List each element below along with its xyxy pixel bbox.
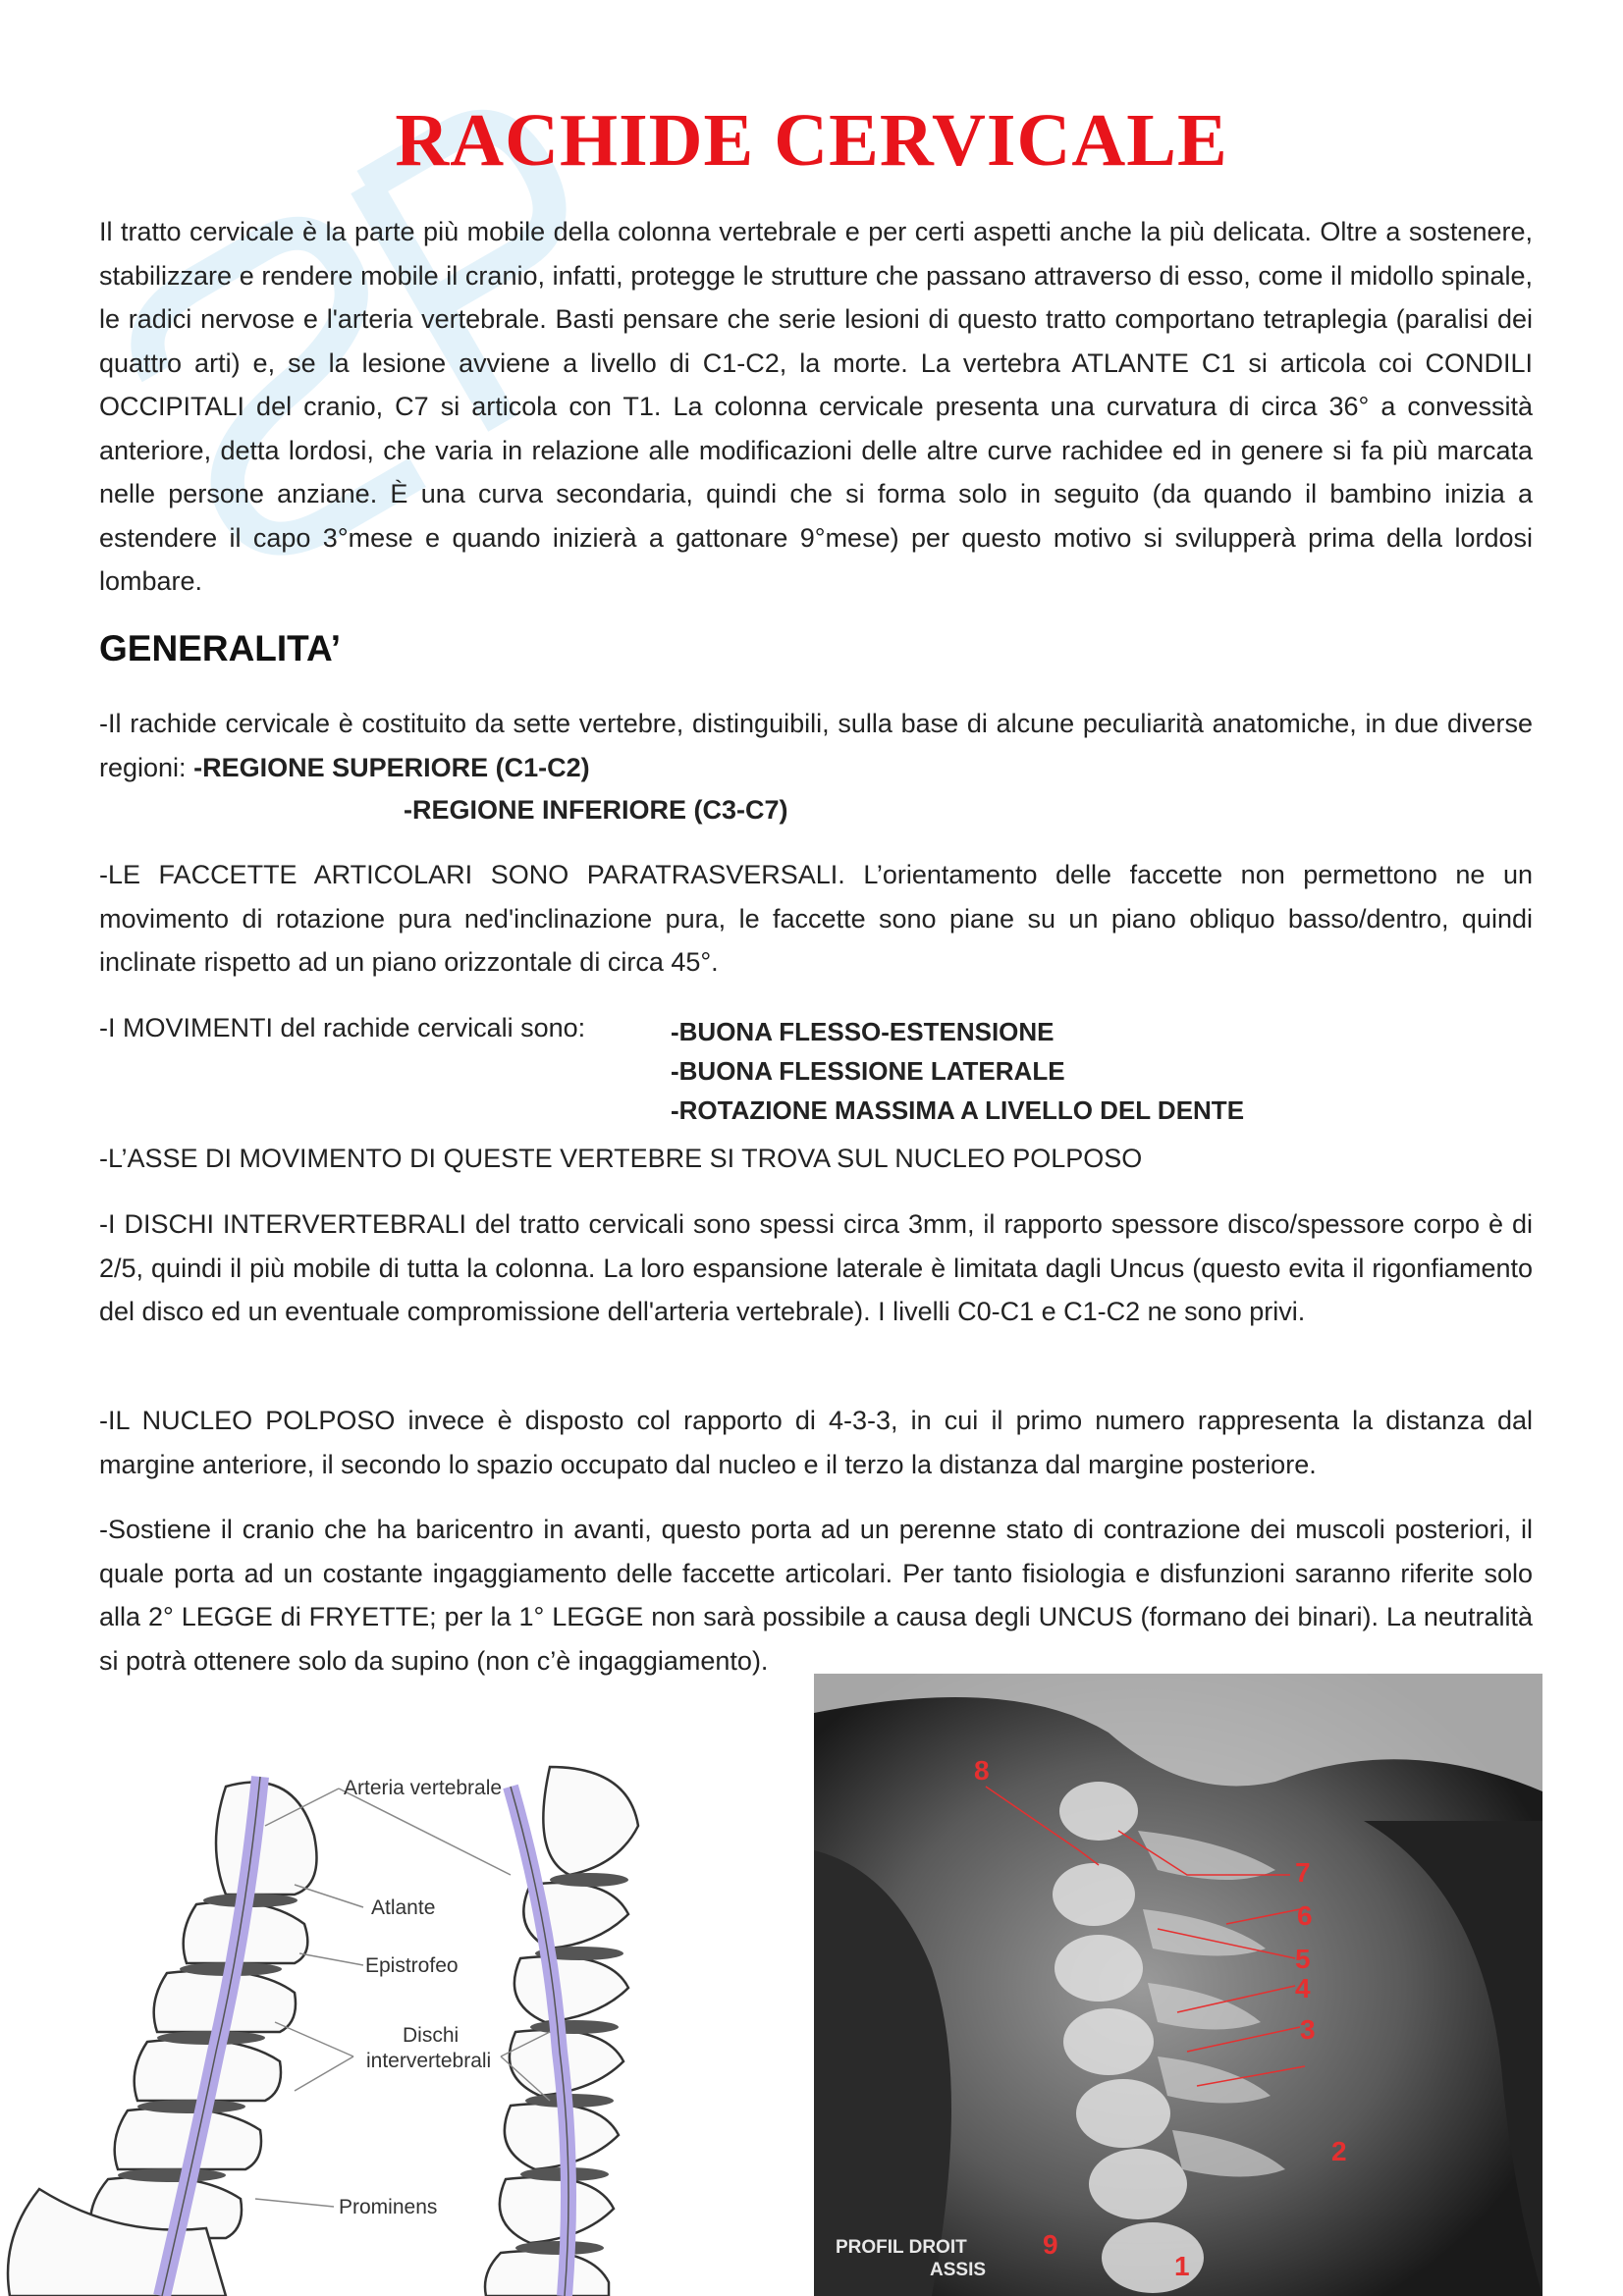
section-heading: GENERALITA’ bbox=[99, 628, 341, 668]
axis-text: -L’ASSE DI MOVIMENTO DI QUESTE VERTEBRE SI TROVA SUL NUCLEO POLPOSO bbox=[99, 1144, 1143, 1173]
paragraph-fryette bbox=[99, 1508, 1533, 1682]
movement-item: -ROTAZIONE MASSIMA A LIVELLO DEL DENTE bbox=[671, 1095, 1245, 1125]
page-title: RACHIDE CERVICALE bbox=[395, 99, 1228, 182]
paragraph-regions bbox=[99, 702, 1533, 789]
region-inferior: -REGIONE INFERIORE (C3-C7) bbox=[404, 795, 788, 825]
movements-list bbox=[671, 1012, 1244, 1130]
label-dischi: Dischi bbox=[403, 2024, 460, 2047]
intro-paragraph bbox=[99, 210, 1533, 604]
xray-label-7: 7 bbox=[1295, 1857, 1311, 1888]
nucleus-text: -IL NUCLEO POLPOSO invece è disposto col rapporto di 4-3-3, in cui il primo numero rappresenta la distanza dal margine anteriore, il secondo lo spazio occupato dal nucleo e il terzo la distanza dal margine posteriore. bbox=[99, 1406, 1533, 1479]
movements-label bbox=[99, 1006, 688, 1050]
movements-label-text: -I MOVIMENTI del rachide cervicali sono: bbox=[99, 1013, 586, 1042]
label-epistrofeo: Epistrofeo bbox=[365, 1954, 459, 1977]
xray-label-2: 2 bbox=[1331, 2136, 1347, 2166]
xray-caption-line2: ASSIS bbox=[930, 2260, 987, 2280]
xray-image bbox=[814, 1674, 1542, 2296]
discs-text: -I DISCHI INTERVERTEBRALI del tratto cervicali sono spessi circa 3mm, il rapporto spessore disco/spessore corpo è di 2/5, quindi il più mobile di tutta la colonna. La loro espansione laterale è limitata dagli Uncus (questo evita il rigonfiamento del disco ed un eventuale compromissione dell'arteria vertebrale). I livelli C0-C1 e C1-C2 ne sono privi. bbox=[99, 1209, 1533, 1326]
label-intervertebrali: intervertebrali bbox=[366, 2050, 492, 2072]
label-prominens: Prominens bbox=[339, 2196, 438, 2218]
paragraph-axis bbox=[99, 1137, 1533, 1181]
label-arteria: Arteria vertebrale bbox=[344, 1777, 503, 1799]
xray-label-1: 1 bbox=[1174, 2251, 1190, 2281]
xray-label-3: 3 bbox=[1300, 2014, 1316, 2045]
movement-item: -BUONA FLESSO-ESTENSIONE bbox=[671, 1017, 1055, 1046]
xray-label-4: 4 bbox=[1295, 1973, 1311, 2003]
movement-item: -BUONA FLESSIONE LATERALE bbox=[671, 1056, 1065, 1086]
facets-text: -LE FACCETTE ARTICOLARI SONO PARATRASVERSALI. L’orientamento delle faccette non permettono ne un movimento di rotazione pura ned'inclinazione pura, le faccette sono piane su un piano obliquo basso/dentro, quindi inclinate rispetto ad un piano orizzontale di circa 45°. bbox=[99, 860, 1533, 977]
paragraph-facets bbox=[99, 853, 1533, 985]
region-superior: -REGIONE SUPERIORE (C1-C2) bbox=[193, 752, 590, 782]
fryette-text: -Sostiene il cranio che ha baricentro in avanti, questo porta ad un perenne stato di contrazione dei muscoli posteriori, il quale porta ad un costante ingaggiamento delle faccette articolari. Per tanto fisiologia e disfunzioni saranno riferite solo alla 2° LEGGE di FRYETTE; per la 1° LEGGE non sarà possibile a causa degli UNCUS (formano dei binari). La neutralità si potrà ottenere solo da supino (non c’è ingaggiamento). bbox=[99, 1515, 1533, 1676]
paragraph-discs bbox=[99, 1202, 1533, 1334]
paragraph-nucleus bbox=[99, 1399, 1533, 1486]
cervical-spine-diagram bbox=[0, 1728, 687, 2296]
xray-drawing bbox=[814, 1674, 1542, 2296]
xray-label-5: 5 bbox=[1295, 1944, 1311, 1974]
xray-label-6: 6 bbox=[1297, 1900, 1313, 1931]
regions-text: -Il rachide cervicale è costituito da sette vertebre, distinguibili, sulla base di alcune peculiarità anatomiche, in due diverse regioni: bbox=[99, 709, 1533, 782]
intro-text: Il tratto cervicale è la parte più mobile della colonna vertebrale e per certi aspetti anche la più delicata. Oltre a sostenere, stabilizzare e rendere mobile il cranio, infatti, protegge le strutture che passano attraverso di esso, come il midollo spinale, le radici nervose e l'arteria vertebrale. Basti pensare che serie lesioni di questo tratto comportano tetraplegia (paralisi dei quattro arti) e, se la lesione avviene a livello di C1-C2, la morte. La vertebra ATLANTE C1 si articola coi CONDILI OCCIPITALI del cranio, C7 si articola con T1. La colonna cervicale presenta una curvatura di circa 36° a convessità anteriore, detta lordosi, che varia in relazione alle modificazioni delle altre curve rachidee ed in genere si fa più marcata nelle persone anziane. È una curva secondaria, quindi che si forma solo in seguito (da quando il bambino inizia a estendere il capo 3°mese e quando inizierà a gattonare 9°mese) per questo motivo si svilupperà prima della lordosi lombare. bbox=[99, 217, 1533, 596]
xray-label-9: 9 bbox=[1043, 2229, 1058, 2260]
label-atlante: Atlante bbox=[371, 1896, 436, 1919]
xray-caption-line1: PROFIL DROIT bbox=[836, 2237, 967, 2258]
xray-label-8: 8 bbox=[974, 1755, 990, 1786]
